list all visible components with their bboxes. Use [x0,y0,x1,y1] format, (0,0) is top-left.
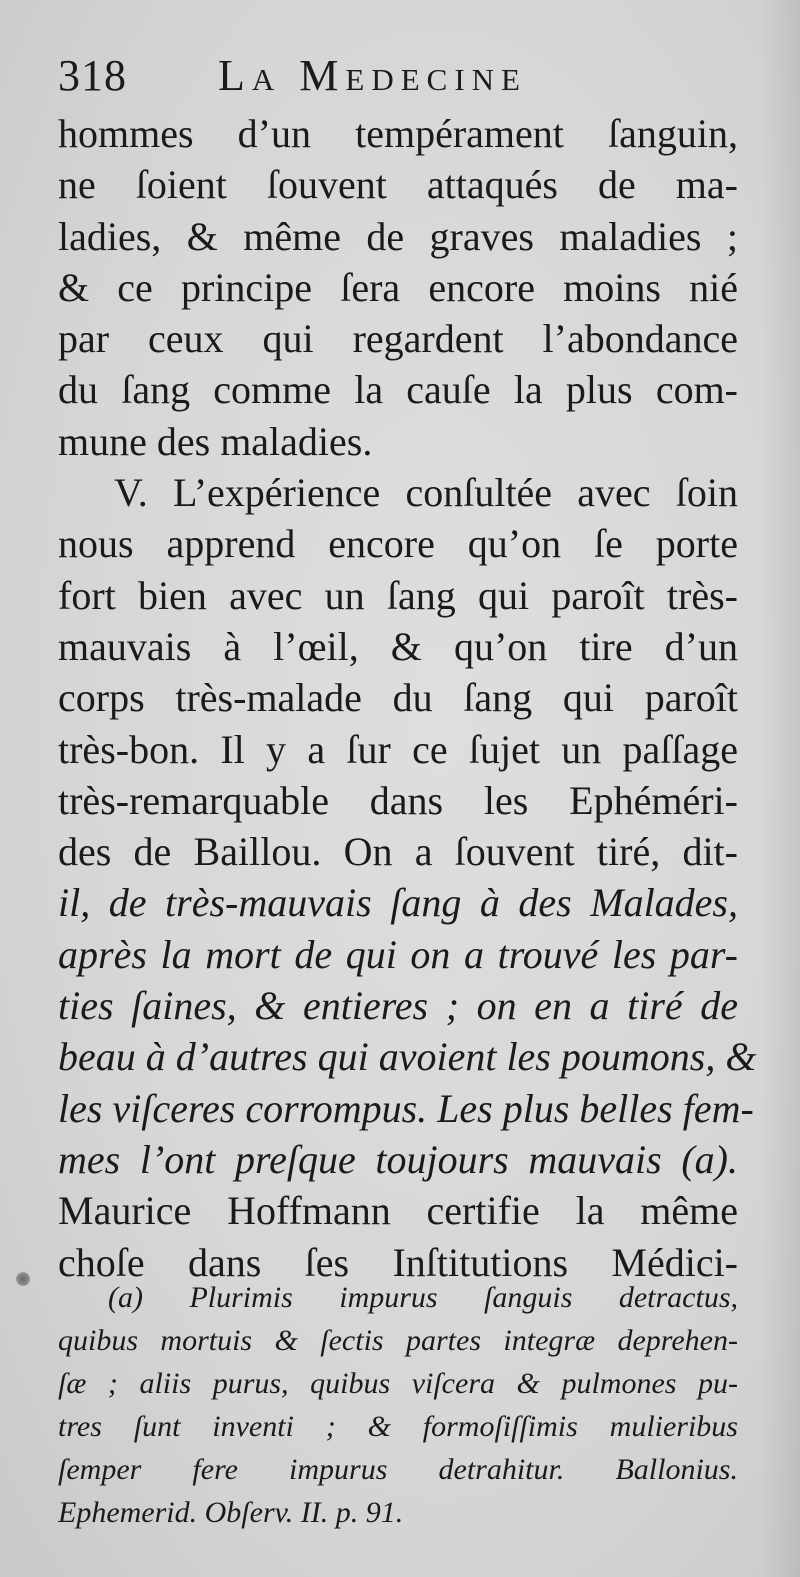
text-line: après la mort de qui on a trouvé les par- [58,931,738,977]
running-head: La Medecine [218,51,527,100]
footnote-line: Ephemerid. Obſerv. II. p. 91. [58,1496,404,1529]
text-line: corps très-malade du ſang qui paroît [58,675,738,721]
text-line: ladies, & même de graves maladies ; [58,213,738,259]
footnote-line: ſæ ; aliis purus, quibus viſcera & pulmones pu- [58,1367,738,1400]
text-line: par ceux qui regardent l’abondance [58,316,738,362]
footnote-line: (a) Plurimis impurus ſanguis detractus, [108,1281,738,1314]
text-line: il, de très-mauvais ſang à des Malades, [58,880,738,926]
footnote-line: ſemper fere impurus detrahitur. Ballonius. [58,1453,738,1486]
page-number: 318 [58,51,127,100]
body-text [58,108,757,1288]
text-line: beau à d’autres qui avoient les poumons, & [58,1034,757,1080]
text-line: choſe dans ſes Inſtitutions Médici- [58,1239,738,1285]
text-line: & ce principe ſera encore moins nié [58,264,738,310]
paper-speck [16,1272,30,1286]
text-line: des de Baillou. On a ſouvent tiré, dit- [58,829,738,875]
text-line: Maurice Hoffmann certifie la même [58,1188,738,1234]
page-header [58,44,748,114]
text-line: ne ſoient ſouvent attaqués de ma- [58,162,738,208]
text-line: ties ſaines, & entieres ; on en a tiré de [58,983,738,1029]
text-line: mune des maladies. [58,418,373,464]
footnote-line: tres ſunt inventi ; & formoſiſſimis mulieribus [58,1410,738,1443]
text-line: très-bon. Il y a ſur ce ſujet un paſſage [58,726,738,772]
text-line: les viſceres corrompus. Les plus belles fem- [58,1085,754,1131]
footnote-line: quibus mortuis & ſectis partes integræ deprehen- [58,1324,738,1357]
text-line: fort bien avec un ſang qui paroît très- [58,572,738,618]
text-line: très-remarquable dans les Ephéméri- [58,777,738,823]
text-line: hommes d’un tempérament ſanguin, [58,111,738,156]
text-line: mauvais à l’œil, & qu’on tire d’un [58,623,738,669]
text-line: V. L’expérience conſultée avec ſoin [114,470,738,516]
page-edge-shadow [760,0,800,1577]
text-line: mes l’ont preſque toujours mauvais (a). [58,1136,738,1182]
text-line: du ſang comme la cauſe la plus com- [58,367,738,413]
text-line: nous apprend encore qu’on ſe porte [58,521,738,567]
footnote [58,1276,738,1534]
